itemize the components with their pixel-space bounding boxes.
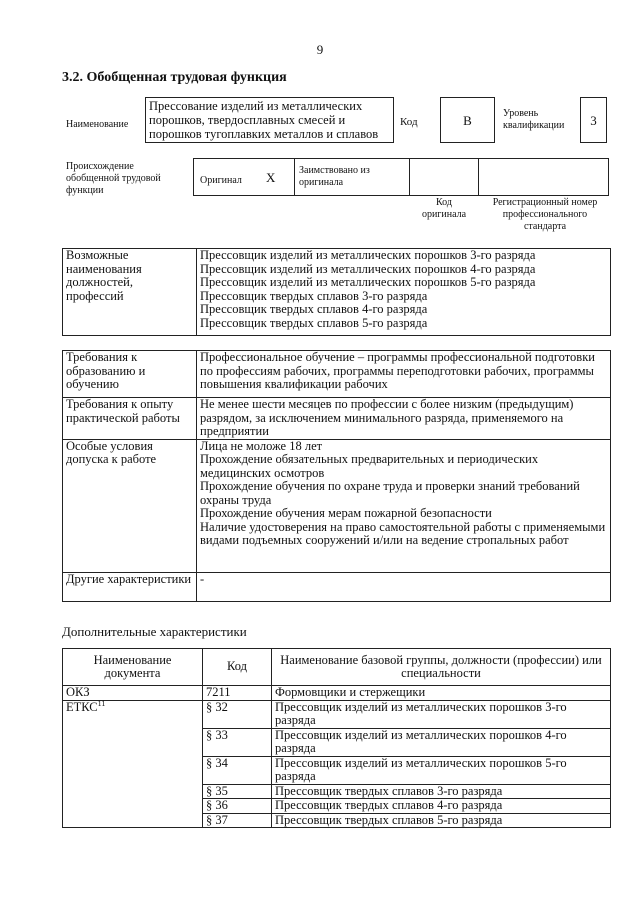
etks-code: § 32 — [203, 700, 272, 728]
col-doc-header: Наименование документа — [63, 649, 203, 686]
additional-table — [62, 648, 611, 828]
reg-number-caption: Регистрационный номер профессионального стандарта — [492, 197, 598, 232]
original-mark: X — [266, 170, 276, 185]
special-item: Прохождение обязательных предварительных и периодических медицинских осмотров — [200, 452, 539, 480]
positions-list — [197, 249, 611, 336]
level-value: 3 — [590, 113, 597, 128]
code-original-caption: Код оригинала — [421, 197, 467, 220]
position-item: Прессовщик изделий из металлических порошков 5-го разряда — [200, 275, 536, 289]
experience-label: Требования к опыту практической работы — [63, 398, 197, 440]
name-label: Наименование — [66, 119, 129, 130]
col-code-header: Код — [203, 649, 272, 686]
etks-footnote-ref: 11 — [97, 698, 106, 708]
col-name-header: Наименование базовой группы, должности (профессии) или специальности — [272, 649, 611, 686]
borrowed-label: Заимствовано из оригинала — [299, 165, 370, 188]
education-value: Профессиональное обучение – программы профессиональной подготовки по профессиям рабочих, программы переподготовки рабочих, программы повышения квалификации рабочих — [197, 351, 611, 398]
code-label: Код — [400, 116, 418, 128]
level-label: Уровень квалификации — [503, 108, 565, 131]
education-label: Требования к образованию и обучению — [63, 351, 197, 398]
position-item: Прессовщик твердых сплавов 5-го разряда — [200, 315, 428, 330]
etks-name: Прессовщик изделий из металлических порошков 4-го разряда — [272, 728, 611, 756]
other-value: - — [197, 572, 611, 601]
other-label: Другие характеристики — [63, 572, 197, 601]
okz-doc: ОКЗ — [63, 686, 203, 701]
etks-name: Прессовщик твердых сплавов 3-го разряда — [272, 784, 611, 799]
position-item: Прессовщик твердых сплавов 4-го разряда — [200, 302, 428, 316]
origin-label: Происхождение обобщенной трудовой функции — [66, 161, 161, 196]
etks-code: § 36 — [203, 799, 272, 814]
etks-name: Прессовщик твердых сплавов 4-го разряда — [272, 799, 611, 814]
special-item: Прохождение обучения по охране труда и проверки знаний требований охраны труда — [200, 479, 580, 507]
positions-label: Возможные наименования должностей, профессий — [63, 249, 197, 336]
name-box — [145, 97, 394, 143]
etks-code: § 33 — [203, 728, 272, 756]
special-item: Прохождение обучения мерам пожарной безопасности — [200, 506, 492, 520]
additional-title: Дополнительные характеристики — [62, 624, 247, 639]
code-box — [440, 97, 495, 143]
position-item: Прессовщик изделий из металлических порошков 4-го разряда — [200, 261, 536, 276]
page-number: 9 — [316, 42, 324, 57]
positions-table — [62, 248, 611, 336]
etks-name: Прессовщик изделий из металлических порошков 5-го разряда — [272, 756, 611, 784]
requirements-table — [62, 350, 611, 602]
etks-doc — [63, 700, 203, 828]
special-label: Особые условия допуска к работе — [63, 439, 197, 572]
experience-value: Не менее шести месяцев по профессии с более низким (предыдущим) разрядом, за исключением минимального разряда, применяемого на предприятии — [197, 398, 611, 440]
special-list — [197, 439, 611, 572]
section-title: 3.2. Обобщенная трудовая функция — [62, 70, 287, 85]
etks-name: Прессовщик твердых сплавов 5-го разряда — [272, 813, 611, 828]
etks-name: Прессовщик изделий из металлических порошков 3-го разряда — [272, 700, 611, 728]
okz-code: 7211 — [203, 686, 272, 701]
etks-doc-text: ЕТКС — [66, 699, 98, 714]
special-item: Наличие удостоверения на право самостоятельной работы с применяемыми видами подъемных сооружений и/или на ведение стропальных работ — [200, 519, 606, 547]
etks-code: § 34 — [203, 756, 272, 784]
okz-name: Формовщики и стержещики — [272, 686, 611, 701]
position-item: Прессовщик твердых сплавов 3-го разряда — [200, 288, 428, 303]
position-item: Прессовщик изделий из металлических порошков 3-го разряда — [200, 248, 536, 262]
name-value: Прессование изделий из металлических порошков, твердосплавных смесей и порошков тугоплавких металлов и сплавов — [149, 99, 379, 141]
etks-code: § 37 — [203, 813, 272, 828]
level-box — [580, 97, 607, 143]
special-item: Лица не моложе 18 лет — [200, 438, 323, 453]
original-label: Оригинал — [200, 175, 242, 186]
code-value: B — [463, 113, 472, 128]
etks-code: § 35 — [203, 784, 272, 799]
